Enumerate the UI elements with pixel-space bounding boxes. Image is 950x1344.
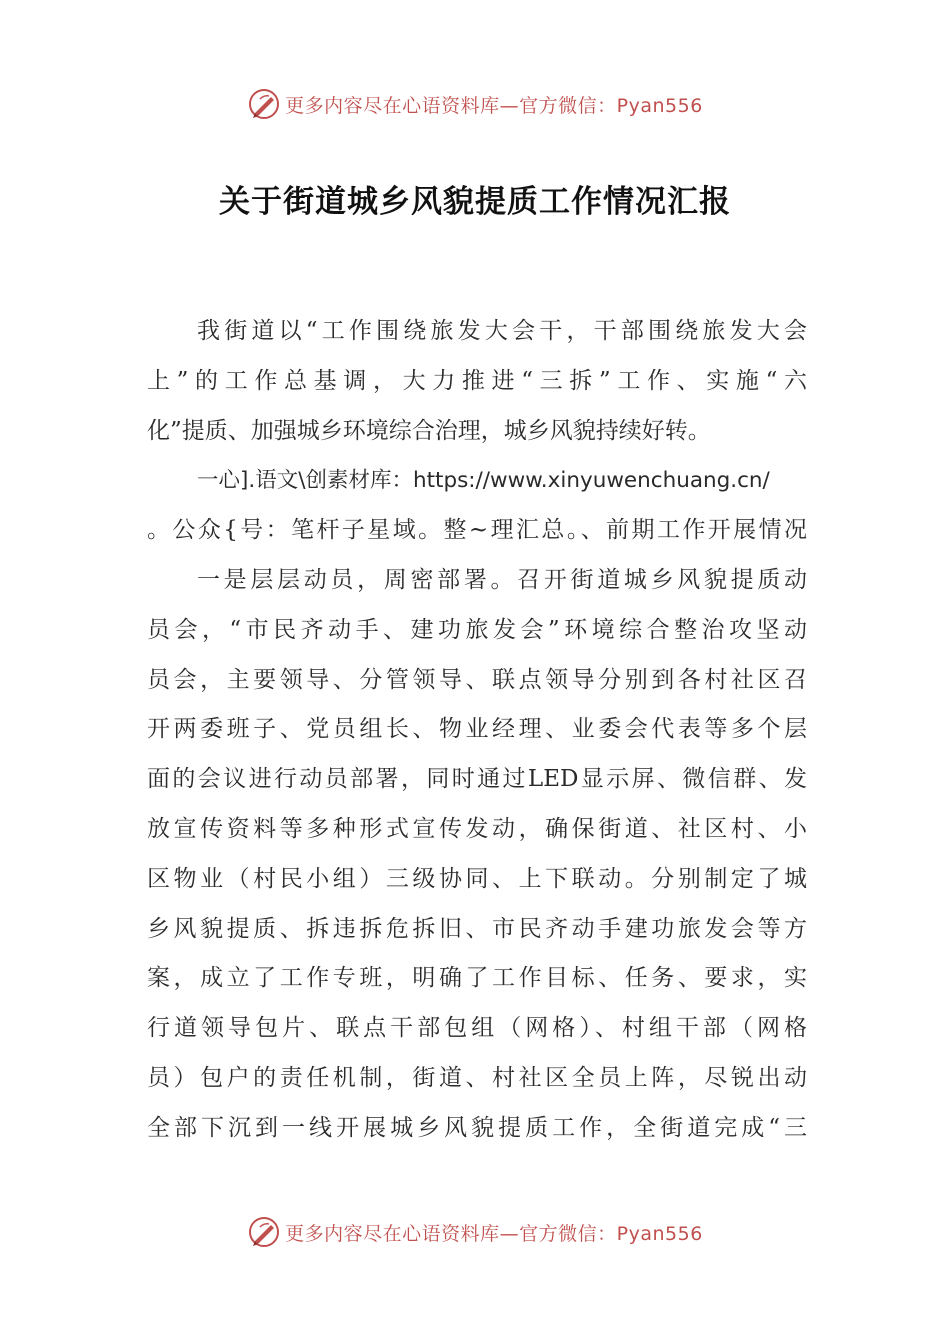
- document-body: [147, 307, 807, 1154]
- body-line: 员会，主要领导、分管领导、联点领导分别到各村社区召: [147, 666, 807, 693]
- pen-logo-icon: [247, 87, 281, 121]
- body-line: 行道领导包片、联点干部包组（网格）、村组干部（网格: [147, 1015, 807, 1042]
- body-line: 。公众{号：笔杆子星域。整~理汇总。、前期工作开展情况: [147, 517, 807, 544]
- body-line: 面的会议进行动员部署，同时通过LED显示屏、微信群、发: [147, 766, 807, 793]
- header-watermark-banner: [0, 84, 950, 124]
- header-watermark-text: 更多内容尽在心语资料库—官方微信：Pyan556: [285, 94, 703, 117]
- body-line: 员）包户的责任机制，街道、村社区全员上阵，尽锐出动: [147, 1064, 807, 1091]
- body-line: 一心].语文\创素材库：https://www.xinyuwenchuang.cn/: [197, 468, 770, 494]
- footer-watermark-text: 更多内容尽在心语资料库—官方微信：Pyan556: [285, 1222, 703, 1245]
- body-line: 开两委班子、党员组长、物业经理、业委会代表等多个层: [147, 716, 807, 743]
- pen-logo-icon: [247, 1215, 281, 1249]
- body-line: 员会，“市民齐动手、建功旅发会”环境综合整治攻坚动: [147, 616, 807, 643]
- body-line: 乡风貌提质、拆违拆危拆旧、市民齐动手建功旅发会等方: [147, 915, 807, 942]
- body-line: 案，成立了工作专班，明确了工作目标、任务、要求，实: [147, 965, 807, 992]
- body-line: 放宣传资料等多种形式宣传发动，确保街道、社区村、小: [147, 815, 807, 842]
- body-line: 上”的工作总基调，大力推进“三拆”工作、实施“六: [147, 367, 807, 394]
- document-title: 关于街道城乡风貌提质工作情况汇报: [219, 184, 731, 220]
- body-line: 全部下沉到一线开展城乡风貌提质工作，全街道完成“三: [147, 1114, 807, 1141]
- body-line: 化”提质、加强城乡环境综合治理，城乡风貌持续好转。: [147, 417, 711, 444]
- body-line: 一是层层动员，周密部署。召开街道城乡风貌提质动: [197, 566, 807, 593]
- body-line: 我街道以“工作围绕旅发大会干，干部围绕旅发大会: [197, 318, 807, 344]
- body-line: 区物业（村民小组）三级协同、上下联动。分别制定了城: [147, 865, 807, 892]
- footer-watermark-banner: [0, 1212, 950, 1252]
